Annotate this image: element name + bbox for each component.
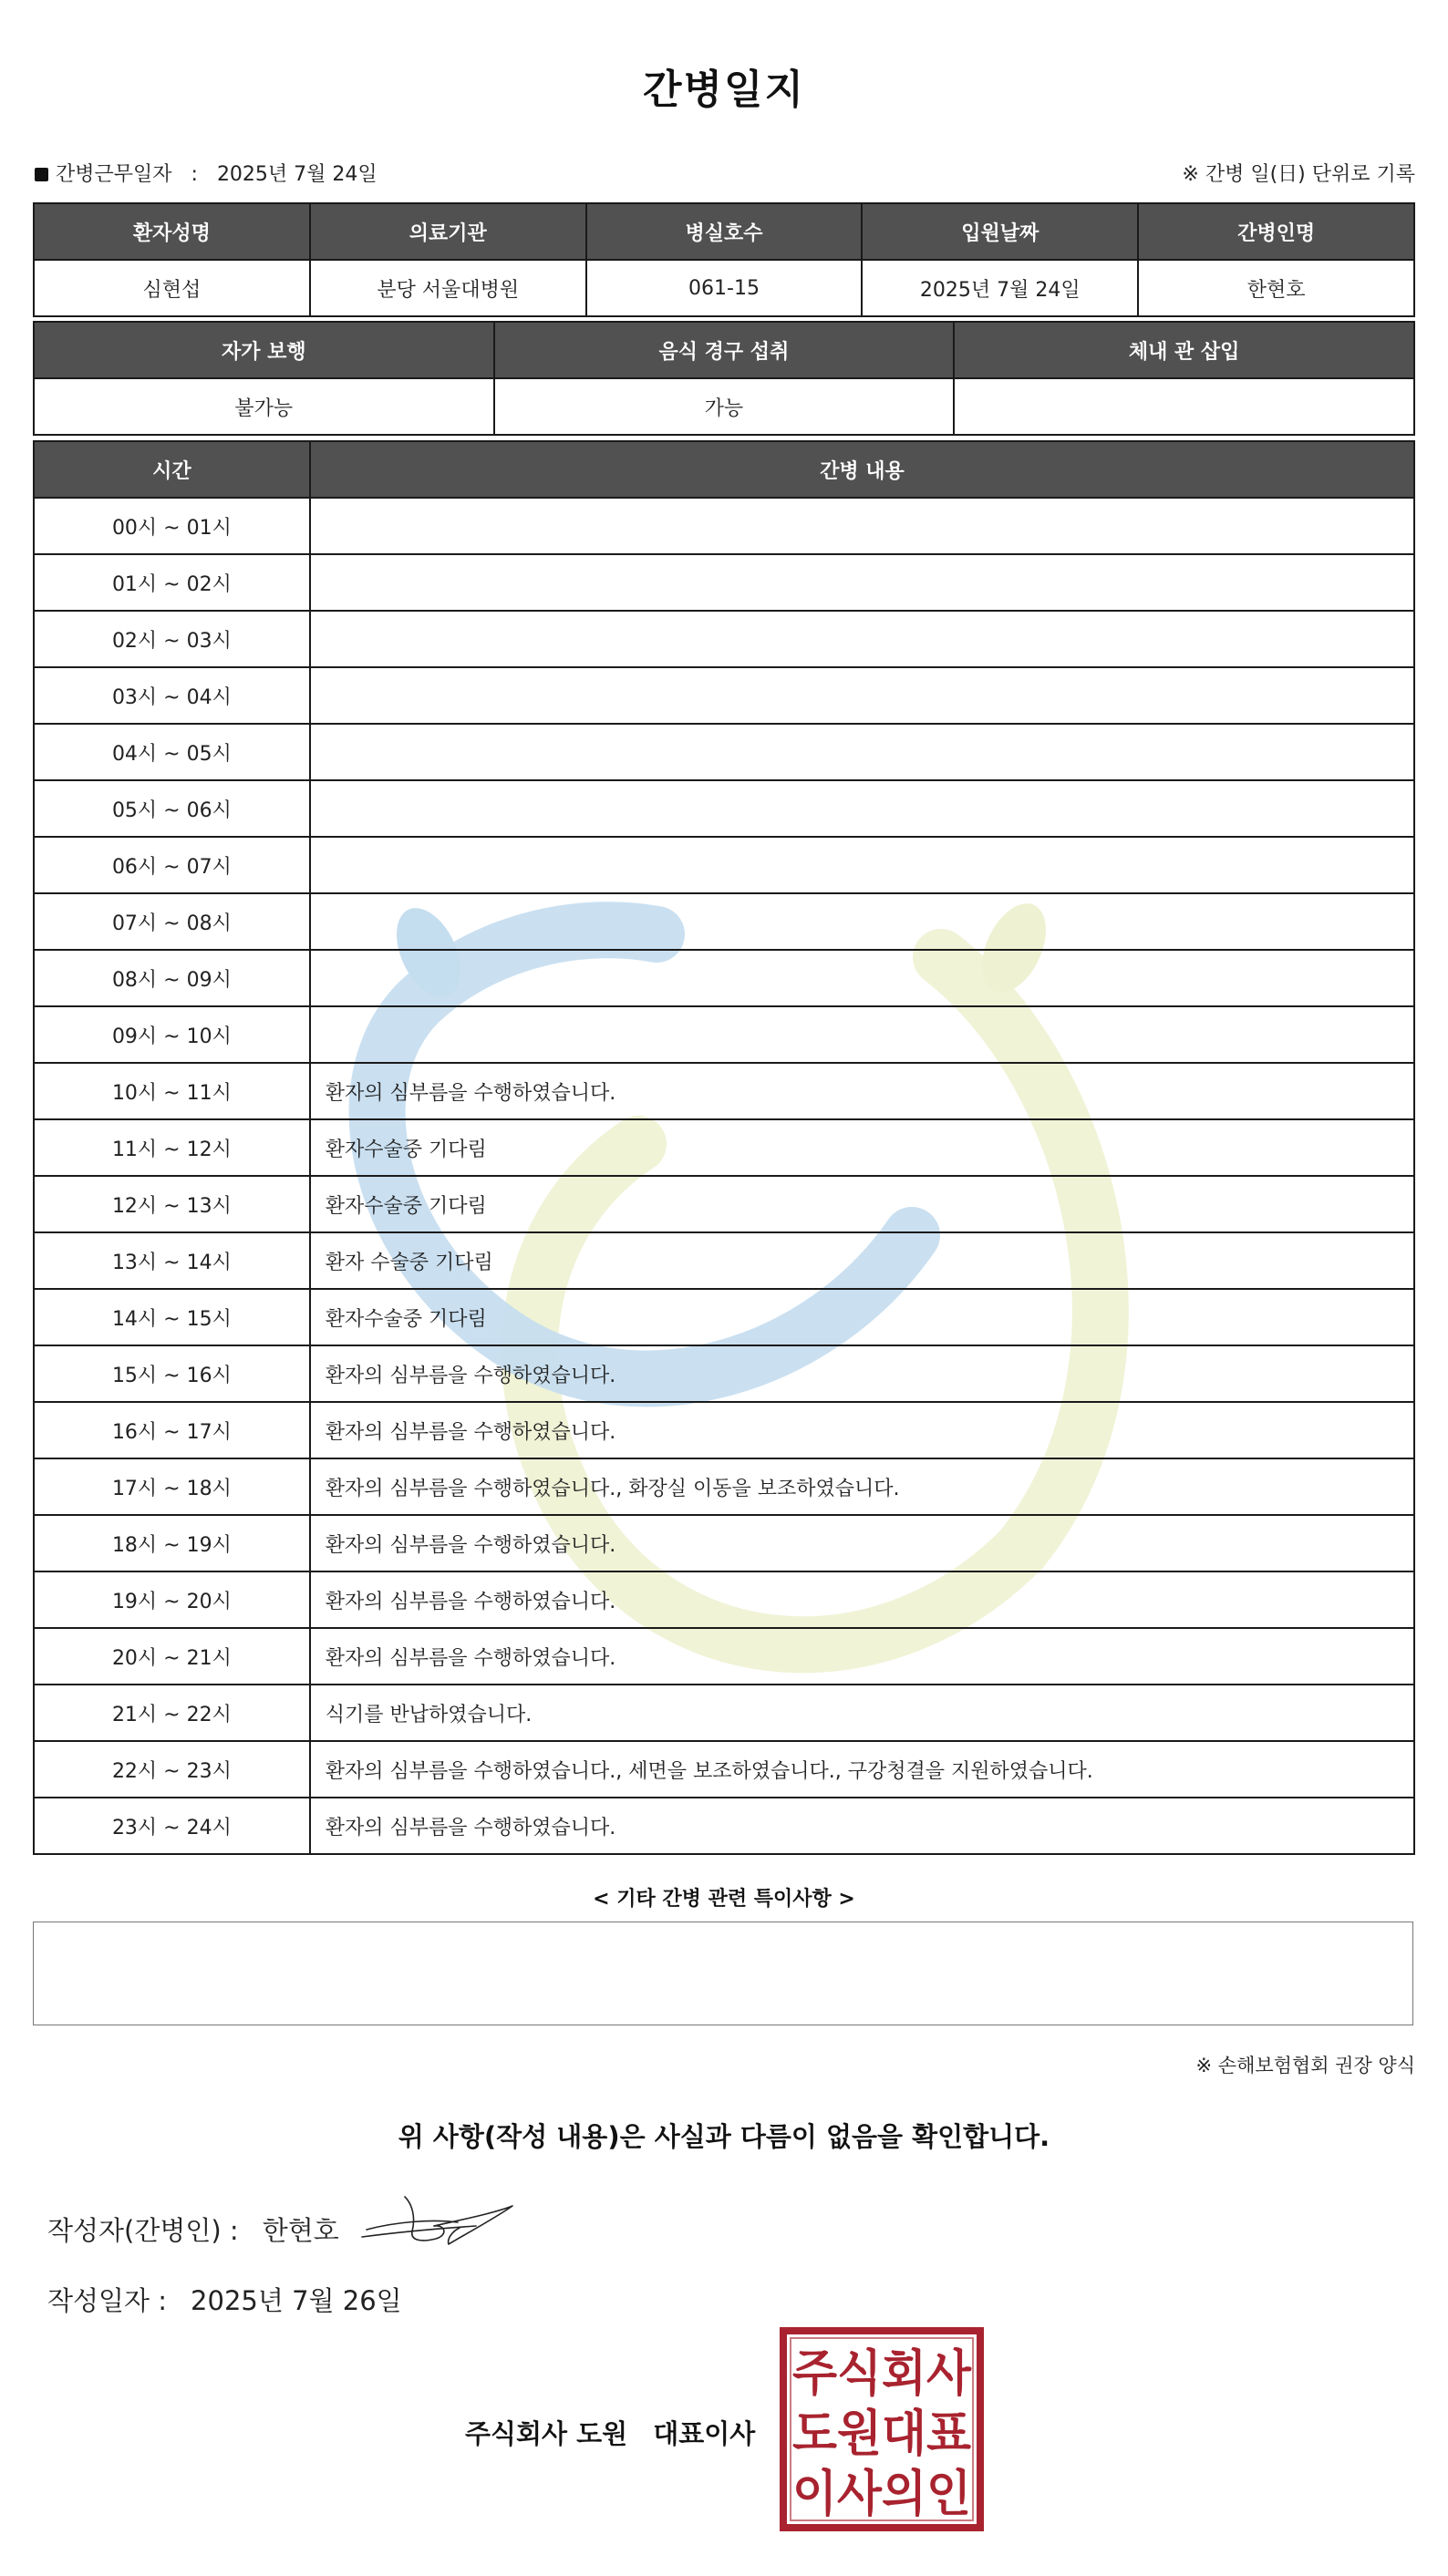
log-time: 07시 ~ 08시 bbox=[34, 893, 310, 950]
log-time: 08시 ~ 09시 bbox=[34, 950, 310, 1006]
table-row bbox=[34, 1119, 1414, 1176]
log-content: 환자의 심부름을 수행하였습니다. bbox=[310, 1402, 1414, 1458]
log-content: 환자의 심부름을 수행하였습니다. bbox=[310, 1628, 1414, 1685]
tube-insertion bbox=[954, 378, 1414, 435]
room-number: 061-15 bbox=[586, 260, 863, 316]
company-name: 주식회사 도원 bbox=[465, 2418, 628, 2449]
log-time: 19시 ~ 20시 bbox=[34, 1571, 310, 1628]
log-time: 21시 ~ 22시 bbox=[34, 1685, 310, 1741]
log-content: 환자수술중 기다림 bbox=[310, 1119, 1414, 1176]
log-content bbox=[310, 950, 1414, 1006]
table-row bbox=[34, 1741, 1414, 1798]
log-time: 03시 ~ 04시 bbox=[34, 667, 310, 724]
log-time: 06시 ~ 07시 bbox=[34, 837, 310, 893]
hospital: 분당 서울대병원 bbox=[310, 260, 586, 316]
log-content: 환자의 심부름을 수행하였습니다., 화장실 이동을 보조하였습니다. bbox=[310, 1458, 1414, 1515]
header-hospital: 의료기관 bbox=[310, 203, 586, 260]
log-time: 02시 ~ 03시 bbox=[34, 611, 310, 667]
log-content: 환자의 심부름을 수행하였습니다. bbox=[310, 1345, 1414, 1402]
log-time: 14시 ~ 15시 bbox=[34, 1289, 310, 1345]
admission-date: 2025년 7월 24일 bbox=[862, 260, 1138, 316]
header-oral-intake: 음식 경구 섭취 bbox=[494, 322, 955, 378]
table-row bbox=[34, 667, 1414, 724]
square-bullet-icon bbox=[35, 168, 48, 181]
patient-name: 심현섭 bbox=[34, 260, 310, 316]
svg-text:이사의인: 이사의인 bbox=[792, 2465, 971, 2522]
care-log-table bbox=[33, 440, 1415, 1855]
log-time: 01시 ~ 02시 bbox=[34, 554, 310, 611]
table-row bbox=[34, 950, 1414, 1006]
confirmation-statement: 위 사항(작성 내용)은 사실과 다름이 없음을 확인합니다. bbox=[398, 2121, 1050, 2152]
table-row bbox=[34, 837, 1414, 893]
written-date-label: 작성일자 : bbox=[47, 2285, 168, 2316]
log-content: 환자수술중 기다림 bbox=[310, 1176, 1414, 1232]
table-row bbox=[34, 1402, 1414, 1458]
log-content: 환자의 심부름을 수행하였습니다., 세면을 보조하였습니다., 구강청결을 지원하였습니다. bbox=[310, 1741, 1414, 1798]
log-content: 환자의 심부름을 수행하였습니다. bbox=[310, 1063, 1414, 1119]
log-time: 15시 ~ 16시 bbox=[34, 1345, 310, 1402]
table-row bbox=[34, 1685, 1414, 1741]
table-row bbox=[34, 554, 1414, 611]
svg-text:도원대표: 도원대표 bbox=[792, 2405, 971, 2462]
log-content bbox=[310, 893, 1414, 950]
log-content: 환자 수술중 기다림 bbox=[310, 1232, 1414, 1289]
table-row bbox=[34, 1345, 1414, 1402]
log-time: 11시 ~ 12시 bbox=[34, 1119, 310, 1176]
form-note: ※ 손해보험협회 권장 양식 bbox=[1195, 2055, 1415, 2076]
table-row bbox=[34, 893, 1414, 950]
oral-intake: 가능 bbox=[494, 378, 955, 435]
log-content: 환자의 심부름을 수행하였습니다. bbox=[310, 1571, 1414, 1628]
header-room-number: 병실호수 bbox=[586, 203, 863, 260]
table-row bbox=[34, 611, 1414, 667]
log-time: 18시 ~ 19시 bbox=[34, 1515, 310, 1571]
header-admission-date: 입원날짜 bbox=[862, 203, 1138, 260]
log-time: 16시 ~ 17시 bbox=[34, 1402, 310, 1458]
log-content bbox=[310, 667, 1414, 724]
company-seal-stamp bbox=[779, 2326, 985, 2532]
log-time: 20시 ~ 21시 bbox=[34, 1628, 310, 1685]
log-time: 13시 ~ 14시 bbox=[34, 1232, 310, 1289]
log-content bbox=[310, 1006, 1414, 1063]
table-row bbox=[34, 498, 1414, 554]
table-row bbox=[34, 780, 1414, 837]
table-row bbox=[34, 1628, 1414, 1685]
table-row bbox=[34, 724, 1414, 780]
log-content: 환자의 심부름을 수행하였습니다. bbox=[310, 1515, 1414, 1571]
table-row bbox=[34, 1232, 1414, 1289]
table-row bbox=[34, 1063, 1414, 1119]
caregiver-name: 한현호 bbox=[1138, 260, 1414, 316]
special-notes-title: < 기타 간병 관련 특이사항 > bbox=[593, 1888, 855, 1911]
company-role: 대표이사 bbox=[653, 2418, 756, 2449]
writer-label: 작성자(간병인) : bbox=[47, 2215, 239, 2246]
log-time: 12시 ~ 13시 bbox=[34, 1176, 310, 1232]
log-time: 09시 ~ 10시 bbox=[34, 1006, 310, 1063]
table-row bbox=[34, 1289, 1414, 1345]
log-time: 23시 ~ 24시 bbox=[34, 1798, 310, 1854]
log-time: 04시 ~ 05시 bbox=[34, 724, 310, 780]
header-tube-insertion: 체내 관 삽입 bbox=[954, 322, 1414, 378]
log-content bbox=[310, 780, 1414, 837]
written-date-line bbox=[47, 2281, 402, 2318]
log-time: 10시 ~ 11시 bbox=[34, 1063, 310, 1119]
log-time: 00시 ~ 01시 bbox=[34, 498, 310, 554]
svg-text:주식회사: 주식회사 bbox=[792, 2344, 972, 2402]
header-caregiver-name: 간병인명 bbox=[1138, 203, 1414, 260]
condition-table bbox=[33, 321, 1415, 436]
work-date-value: 2025년 7월 24일 bbox=[216, 163, 378, 186]
table-row bbox=[34, 1798, 1414, 1854]
header-self-walking: 자가 보행 bbox=[34, 322, 494, 378]
log-content bbox=[310, 837, 1414, 893]
work-date-label: 간병근무일자 bbox=[56, 163, 172, 186]
self-walking: 불가능 bbox=[34, 378, 494, 435]
log-time: 22시 ~ 23시 bbox=[34, 1741, 310, 1798]
writer-line bbox=[47, 2210, 339, 2248]
log-content bbox=[310, 554, 1414, 611]
log-content bbox=[310, 724, 1414, 780]
written-date-value: 2025년 7월 26일 bbox=[191, 2285, 402, 2316]
header-patient-name: 환자성명 bbox=[34, 203, 310, 260]
log-content: 환자의 심부름을 수행하였습니다. bbox=[310, 1798, 1414, 1854]
log-content: 식기를 반납하였습니다. bbox=[310, 1685, 1414, 1741]
work-date-separator: : bbox=[191, 163, 198, 186]
special-notes-box bbox=[33, 1922, 1413, 2025]
table-row bbox=[34, 1176, 1414, 1232]
patient-info-table bbox=[33, 202, 1415, 317]
work-date-line bbox=[35, 159, 378, 187]
document-title: 간병일지 bbox=[642, 67, 805, 113]
log-content: 환자수술중 기다림 bbox=[310, 1289, 1414, 1345]
table-row bbox=[34, 1571, 1414, 1628]
writer-name: 한현호 bbox=[262, 2215, 339, 2246]
header-time: 시간 bbox=[34, 441, 310, 498]
log-time: 17시 ~ 18시 bbox=[34, 1458, 310, 1515]
log-time: 05시 ~ 06시 bbox=[34, 780, 310, 837]
header-care-content: 간병 내용 bbox=[310, 441, 1414, 498]
log-content bbox=[310, 611, 1414, 667]
log-content bbox=[310, 498, 1414, 554]
table-row bbox=[34, 1515, 1414, 1571]
table-row bbox=[34, 1006, 1414, 1063]
company-line bbox=[465, 2414, 755, 2451]
unit-note: ※ 간병 일(日) 단위로 기록 bbox=[1182, 163, 1415, 186]
table-row bbox=[34, 1458, 1414, 1515]
handwritten-signature bbox=[357, 2186, 522, 2259]
